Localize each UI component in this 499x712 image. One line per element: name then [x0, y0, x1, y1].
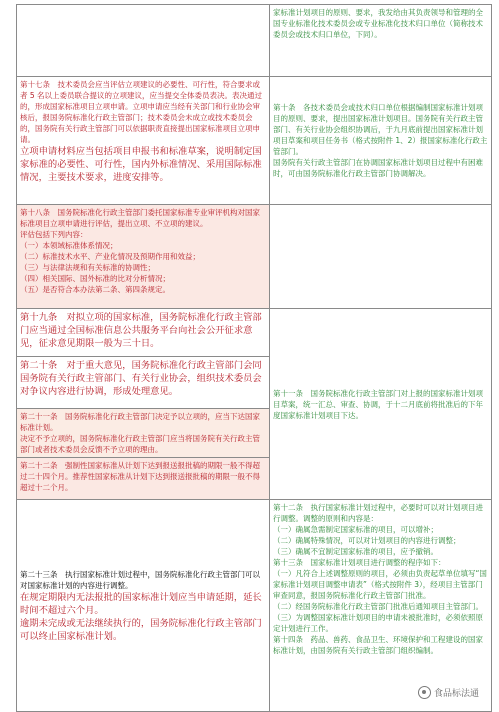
paragraph: 立项申请材料应当包括项目申报书和标准草案，说明制定国家标准的必要性、可行性，国内外标准情况、采用国际标准情况，主要技术要求，进度安排等。: [20, 146, 262, 183]
paragraph: 第二十一条 国务院标准化行政主管部门决定予以立项的，应当下达国家标准计划。: [20, 412, 260, 432]
cell-left-2: [17, 205, 270, 309]
cell-left-1: [17, 77, 270, 205]
cell-right-3: [270, 309, 492, 500]
paragraph: 第十七条 技术委员会应当评估立项建议的必要性、可行性，符合要求或者 5 名以上委员联合提议的立项建议，应当提交全体委员表决。表决通过的，形成国家标准项目立项申请。立项申请应当经有关部门和行业协会审核后，报国务院标准化行政主管部门；技术委员会未成立或技术委员会的，国务院有关行政主管部门可以依据职责直接提出国家标准项目立项申请。: [20, 80, 263, 144]
cell-left-3: [17, 309, 270, 357]
table-row: [17, 77, 492, 205]
paragraph: （三）与法律法规和有关标准的协调性；: [20, 263, 155, 272]
paragraph: （二）经国务院标准化行政主管部门批准后通知项目主管部门。: [273, 602, 483, 611]
paragraph: （一）确属急需制定国家标准的项目，可以增补；: [273, 525, 438, 534]
paragraph: 第十九条 对拟立项的国家标准，国务院标准化行政主管部门应当通过全国标准信息公共服务平台向社会公开征求意见，征求意见期限一般为三十日。: [20, 312, 262, 349]
paragraph: 第十四条 药品、兽药、食品卫生、环境保护和工程建设的国家标准计划，由国务院有关行政主管部门组织编制。: [273, 635, 483, 655]
paragraph: （一）凡符合上述调整原则的项目，必须由负责起草单位填写“国家标准计划项目调整申请表”（格式按附件 3），经项目主管部门审查同意，报国务院标准化行政主管部门批准。: [273, 569, 487, 600]
cell-left-4: [17, 357, 270, 409]
paragraph: 国务院有关行政主管部门在协调国家标准计划项目过程中有困难时，可由国务院标准化行政主管部门协调解决。: [273, 158, 483, 178]
table-row: [17, 500, 492, 712]
comparison-table: [16, 4, 492, 712]
paragraph: （三）确属不宜制定国家标准的项目，应予撤销。: [273, 547, 438, 556]
cell-left-7: [17, 500, 270, 712]
paragraph: （二）标准技术水平、产业化情况及预期作用和效益；: [20, 252, 200, 261]
cell-right-2: [270, 205, 492, 309]
watermark-text: 食品标法通: [433, 689, 479, 699]
cell-left-5: [17, 409, 270, 458]
paragraph: 第十二条 执行国家标准计划过程中，必要时可以对计划项目进行调整。调整的原则和内容是：: [273, 503, 483, 523]
watermark: [416, 685, 481, 700]
paragraph: 第十三条 国家标准计划项目进行调整的程序如下：: [273, 558, 446, 567]
paragraph: 第二十三条 执行国家标准计划过程中，国务院标准化行政主管部门可以对国家标准计划的内容进行调整。: [20, 569, 260, 590]
cell-left-6: [17, 458, 270, 500]
paragraph: 在规定期限内无法报批的国家标准计划应当申请延期，延长时间不超过六个月。: [20, 591, 262, 616]
paragraph: 家标准计划项目的原则、要求，我发给由其负责领导和管理的全国专业标准化技术委员会或专业标准化技术归口单位（简称技术委员会或技术归口单位，下同）。: [273, 8, 483, 39]
cell-right-7: [270, 500, 492, 712]
paragraph: （五）是否符合本办法第二条、第四条规定。: [20, 285, 170, 294]
paragraph: 第十一条 国务院标准化行政主管部门对上报的国家标准计划项目草案，统一汇总、审查、协调，于十二月底前将批准后的下年度国家标准计划项目下达。: [273, 388, 483, 420]
wechat-icon: [418, 686, 431, 699]
paragraph: 第二十条 对于重大意见，国务院标准化行政主管部门会同国务院有关行政主管部门、有关行业协会，组织技术委员会对争议内容进行协调，形成处理意见。: [20, 360, 262, 397]
table-row: [17, 309, 492, 357]
paragraph: 评估包括下列内容：: [20, 230, 88, 239]
cell-right-1: [270, 77, 492, 205]
cell-right-0: [270, 5, 492, 77]
paragraph: 第十条 各技术委员会或技术归口单位根据编制国家标准计划项目的原则、要求，提出国家标准计划项目。国务院有关行政主管部门、有关行业协会组织协调后，于九月底前提出国家标准计划项目草案和项目任务书（格式按附件 1、2）报国家标准化行政主管部门。: [273, 103, 488, 156]
table-row: [17, 5, 492, 77]
paragraph: 决定不予立项的，国务院标准化行政主管部门应当将国务院有关行政主管部门或者技术委员会反馈不予立项的理由。: [20, 434, 260, 454]
paragraph: 第二十二条 强制性国家标准从计划下达到报送报批稿的期限一般不得超过二十四个月。推荐性国家标准从计划下达到报送报批稿的期限一般不得超过十二个月。: [20, 461, 260, 492]
paragraph: （四）相关国际、国外标准的比对分析情况；: [20, 274, 170, 283]
cell-left-0: [17, 5, 270, 77]
table-row: [17, 205, 492, 309]
paragraph: （三）为调整国家标准计划项目的申请未被批准时，必须依照原定计划进行工作。: [273, 613, 483, 633]
paragraph: （二）确属特殊情况，可以对计划项目的内容进行调整；: [273, 536, 461, 545]
paragraph: 逾期未完成或无法继续执行的，国务院标准化行政主管部门可以终止国家标准计划。: [20, 617, 262, 642]
paragraph: 第十八条 国务院标准化行政主管部门委托国家标准专业审评机构对国家标准项目立项申请进行评估，提出立项、不立项的建议。: [20, 208, 260, 228]
paragraph: （一）本领域标准体系情况；: [20, 241, 118, 250]
